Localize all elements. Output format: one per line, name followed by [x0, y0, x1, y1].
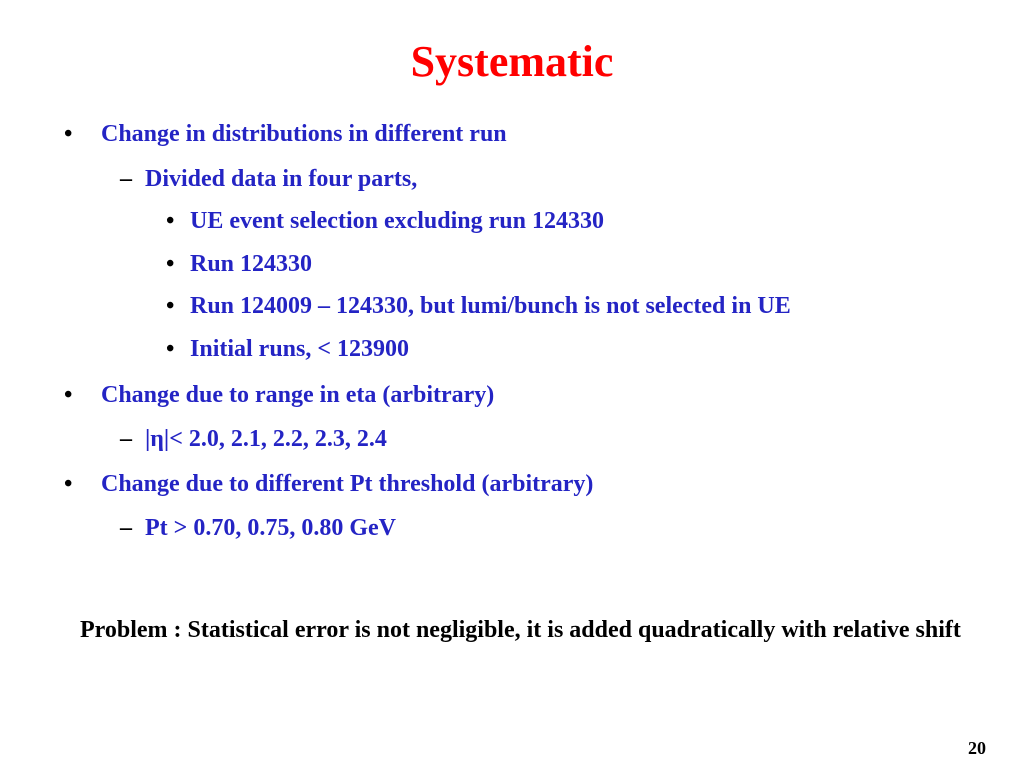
- sub-sub-item: Initial runs, < 123900: [190, 336, 410, 362]
- dash-marker: –: [120, 166, 132, 192]
- bullet-marker: •: [64, 471, 73, 497]
- sub-sub-item: Run 124330: [190, 251, 313, 277]
- bullet-item: Change due to range in eta (arbitrary): [101, 382, 495, 408]
- sub-item: Pt > 0.70, 0.75, 0.80 GeV: [145, 515, 396, 541]
- bullet-marker: •: [166, 251, 175, 277]
- problem-statement: Problem : Statistical error is not negligible, it is added quadratically with relative shift: [80, 617, 961, 643]
- bullet-marker: •: [166, 208, 175, 234]
- bullet-marker: •: [166, 336, 175, 362]
- sub-sub-item: UE event selection excluding run 124330: [190, 208, 604, 234]
- sub-sub-item: Run 124009 – 124330, but lumi/bunch is not selected in UE: [190, 293, 791, 319]
- bullet-marker: •: [166, 293, 175, 319]
- sub-item: |η|< 2.0, 2.1, 2.2, 2.3, 2.4: [145, 426, 387, 452]
- bullet-marker: •: [64, 382, 73, 408]
- bullet-item: Change due to different Pt threshold (arbitrary): [101, 471, 594, 497]
- dash-marker: –: [120, 515, 132, 541]
- page-number: 20: [968, 738, 986, 758]
- slide-title: Systematic: [410, 37, 614, 86]
- bullet-marker: •: [64, 121, 73, 147]
- dash-marker: –: [120, 426, 132, 452]
- bullet-item: Change in distributions in different run: [101, 121, 507, 147]
- sub-item: Divided data in four parts,: [145, 166, 418, 192]
